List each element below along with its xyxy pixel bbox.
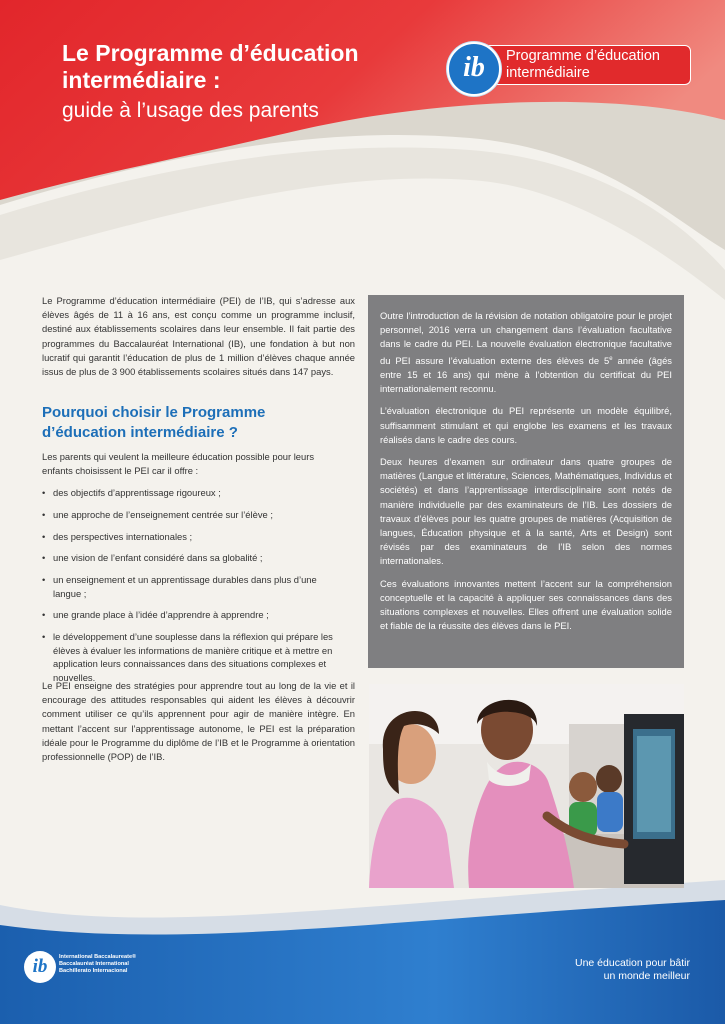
list-item: • des objectifs d’apprentissage rigoureux ; — [42, 486, 342, 500]
subtitle: guide à l’usage des parents — [62, 99, 319, 122]
why-heading-line-1: Pourquoi choisir le Programme — [42, 404, 266, 421]
sidebar-p1-start: Outre l’introduction de la révision de notation obligatoire pour le projet personnel, 2016 verra un changement dans l’évaluation facultative dans le cadre du PEI. La nouvelle évaluation électronique facultative du PEI assure l’évaluation externe des élèves de 5 — [380, 310, 672, 366]
sidebar-paragraph-3: Deux heures d’examen sur ordinateur dans quatre groupes de matières (Langue et littérature, Sciences, Mathématiques, Individus et sociétés) et dans l’apprentissage interdisciplinaire sont notés de manière individuelle par des examinateurs de l’IB. Les dossiers de travaux d’élèves pour les quatre groupes de matières (Acquisition de langues, Éducation physique et à la santé, Arts et Design) sont révisés par des examinateurs de l’IB selon des normes internationales. — [380, 455, 672, 567]
benefits-list — [42, 486, 342, 693]
footer-motto — [520, 957, 690, 983]
sidebar-p1-end: année (âgés entre 15 et 16 ans) qui mène à l’obtention du certificat du PEI internationalement reconnu. — [380, 354, 672, 395]
intro-paragraph: Le Programme d’éducation intermédiaire (PEI) de l’IB, qui s’adresse aux élèves âgés de 11 à 16 ans, est conçu comme un programme inclusif, destiné aux établissements scolaires dans leur ensemble. Il fait partie des programmes du Baccalauréat International (IB), une fondation à but non lucratif qui garantit l’éducation de plus de 1 million d’élèves chaque année issus de plus de 3 900 établissements scolaires situés dans 147 pays. — [42, 295, 355, 378]
motto-line-2: un monde meilleur — [603, 970, 690, 982]
org-name-fr: Baccalauréat International — [59, 961, 129, 967]
footer-organization-names — [59, 954, 136, 975]
title-line-2: intermédiaire : — [62, 67, 221, 93]
ordinal-suffix: e — [609, 355, 613, 362]
title-line-1: Le Programme d’éducation — [62, 40, 359, 66]
closing-paragraph: Le PEI enseigne des stratégies pour apprendre tout au long de la vie et il encourage des attitudes responsables qui aident les élèves à découvrir comment utiliser ce qu’ils apprennent pour agir de manière intègre. En mettant l’accent sur l’apprentissage autonome, le PEI est la préparation idéale pour le Programme du diplôme de l’IB et le Programme à orientation professionnelle (POP) de l’IB. — [42, 680, 355, 763]
programme-tag-line-2: intermédiaire — [506, 65, 590, 81]
list-item: • des perspectives internationales ; — [42, 530, 342, 544]
list-item: • une approche de l’enseignement centrée sur l’élève ; — [42, 508, 342, 522]
why-heading — [42, 403, 355, 442]
org-name-en: International Baccalaureate® — [59, 954, 137, 960]
sidebar-paragraph-1 — [380, 309, 672, 396]
sidebar-paragraph-2: L’évaluation électronique du PEI représente un modèle équilibré, suffisamment stimulant et qui englobe les examens et les travaux réalisés dans le cadre des cours. — [380, 405, 672, 445]
sidebar-paragraph-4: Ces évaluations innovantes mettent l’accent sur la compréhension conceptuelle et la capacité à appliquer ses connaissances dans des situations complexes et nouvelles. Elles offrent une évaluation solide et fiable de la réussite des élèves dans le PEI. — [380, 577, 672, 632]
list-item: • une vision de l’enfant considéré dans sa globalité ; — [42, 551, 342, 565]
document-title — [62, 40, 359, 124]
programme-tag — [485, 45, 691, 85]
org-name-es: Bachillerato Internacional — [59, 968, 128, 974]
list-item: • une grande place à l’idée d’apprendre à apprendre ; — [42, 608, 342, 622]
why-heading-line-2: d’éducation intermédiaire ? — [42, 423, 238, 441]
motto-line-1: Une éducation pour bâtir — [575, 957, 690, 969]
ib-logo-icon: ib — [447, 42, 501, 96]
why-lead: Les parents qui veulent la meilleure éducation possible pour leurs enfants choisissent le PEI car il offre : — [42, 451, 315, 476]
list-item: • un enseignement et un apprentissage durables dans plus d’une langue ; — [42, 573, 342, 600]
list-item: • le développement d’une souplesse dans la réflexion qui prépare les élèves à évaluer les informations de manière critique et à mettre en application leurs connaissances dans des situations complexes et nouvelles. — [42, 630, 342, 684]
programme-tag-line-1: Programme d’éducation — [506, 48, 660, 64]
assessment-sidebar — [368, 295, 684, 668]
ib-footer-logo-icon: ib — [24, 951, 56, 983]
classroom-photo — [369, 684, 684, 888]
classroom-illustration — [369, 684, 684, 888]
